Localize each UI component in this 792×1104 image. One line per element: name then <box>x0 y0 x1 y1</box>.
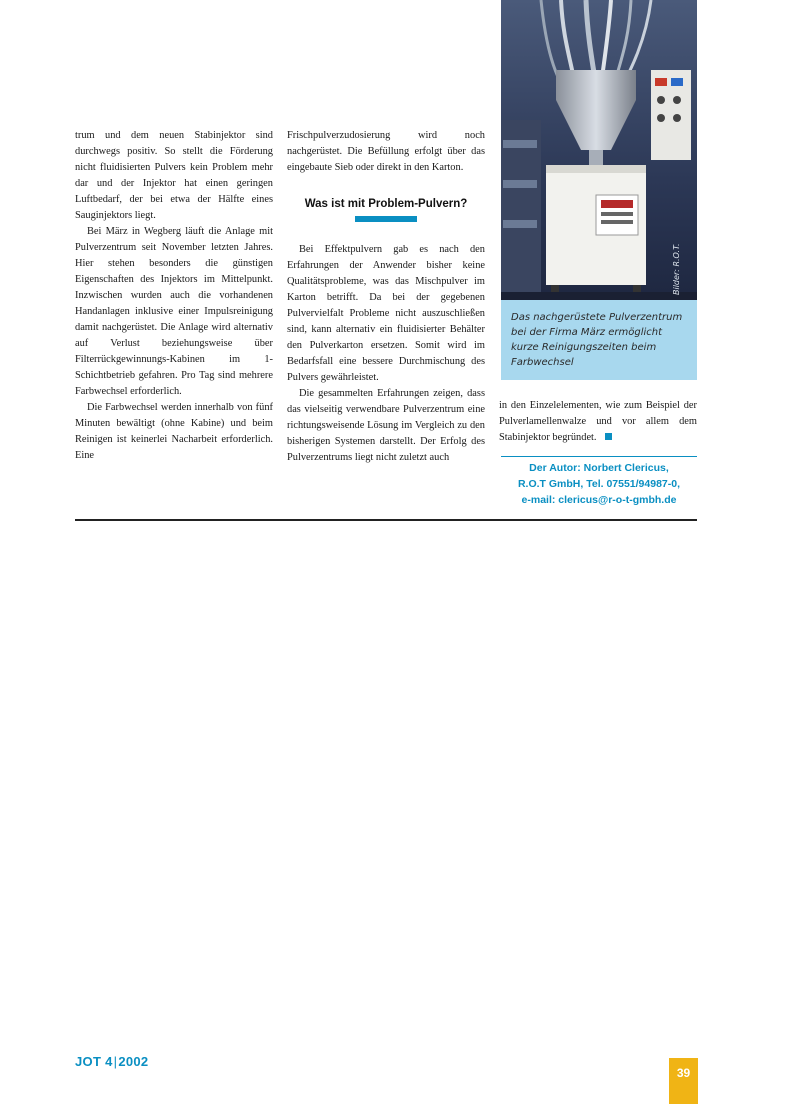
end-of-article-icon <box>605 433 612 440</box>
body-paragraph: trum und dem neuen Stabinjektor sind durchwegs positiv. So stellt die Förderung nicht fluidisierten Pulvers kein Problem mehr dar und der Injektor hat einen geringen Luftbedarf, der bei etwa der Hälfte eines Sauginjektors liegt. <box>75 130 273 221</box>
section-subheading: Was ist mit Problem-Pulvern? <box>304 198 468 210</box>
author-box <box>501 460 697 508</box>
body-paragraph: Die Farbwechsel werden innerhalb von fünf Minuten bewältigt (ohne Kabine) und beim Reinigen ist keinerlei Nacharbeit erforderlich. Eine <box>75 402 273 461</box>
subheading-accent-bar <box>355 216 417 222</box>
author-name: Der Autor: Norbert Clericus, <box>529 462 669 474</box>
body-paragraph: Frischpulverzudosierung wird noch nachgerüstet. Die Befüllung erfolgt über das eingebaute Sieb oder direkt in den Karton. <box>287 130 485 173</box>
author-email: e-mail: clericus@r-o-t-gmbh.de <box>521 494 677 506</box>
author-divider <box>501 456 697 457</box>
photo-caption: Das nachgerüstete Pulverzentrum bei der Firma März ermöglicht kurze Reinigungszeiten beim Farbwechsel <box>501 300 697 380</box>
machine-photo <box>501 0 697 300</box>
footer-separator: | <box>113 1054 118 1069</box>
article-column-2 <box>287 128 485 466</box>
journal-year: 2002 <box>118 1054 149 1069</box>
body-paragraph <box>499 398 697 446</box>
photo-credit: Bilder: R.O.T. <box>672 243 681 295</box>
body-paragraph: Die gesammelten Erfahrungen zeigen, dass das vielseitig verwendbare Pulverzentrum eine richtungsweisende Lösung im Vergleich zu den bisherigen Systemen darstellt. Der Erfolg des Pulverzentrums liegt nicht zuletzt auch <box>287 388 485 463</box>
body-paragraph: Bei Effektpulvern gab es nach den Erfahrungen der Anwender bisher keine Qualitätsprobleme, was das Mischpulver im Karton betrifft. Da bei der gegebenen Pulvervielfalt Probleme nicht auszuschließen sind, kann alternativ ein fluidisierter Behälter den Pulverkarton ersetzen. Somit wird im Bedarfsfall eine bessere Durchmischung des Pulvers gewährleistet. <box>287 244 485 383</box>
article-column-1 <box>75 128 273 464</box>
journal-footer <box>75 1054 148 1069</box>
article-end-rule <box>75 519 697 521</box>
body-paragraph: Bei März in Wegberg läuft die Anlage mit Pulverzentrum seit November letzten Jahres. Hier stehen besonders die günstigen Eigenschaften des Injektors im Mittelpunkt. Inzwischen wurden auch die vorhandenen Handanlagen inklusive einer Impulsreinigung damit nachgerüstet. Die Anlage wird alternativ auf Verlust beziehungsweise über Filterrückgewinnungs-Kabinen im 1-Schichtbetrieb gefahren. Pro Tag sind mehrere Farbwechsel erforderlich. <box>75 226 273 397</box>
article-column-3 <box>499 398 697 446</box>
journal-issue: JOT 4 <box>75 1054 113 1069</box>
page-number-box <box>669 1058 698 1104</box>
page-number: 39 <box>676 1066 691 1080</box>
author-company-phone: R.O.T GmbH, Tel. 07551/94987-0, <box>517 478 681 490</box>
closing-text: in den Einzelelementen, wie zum Beispiel der Pulverlamellenwalze und vor allem dem Stabinjektor begründet. <box>499 400 697 443</box>
